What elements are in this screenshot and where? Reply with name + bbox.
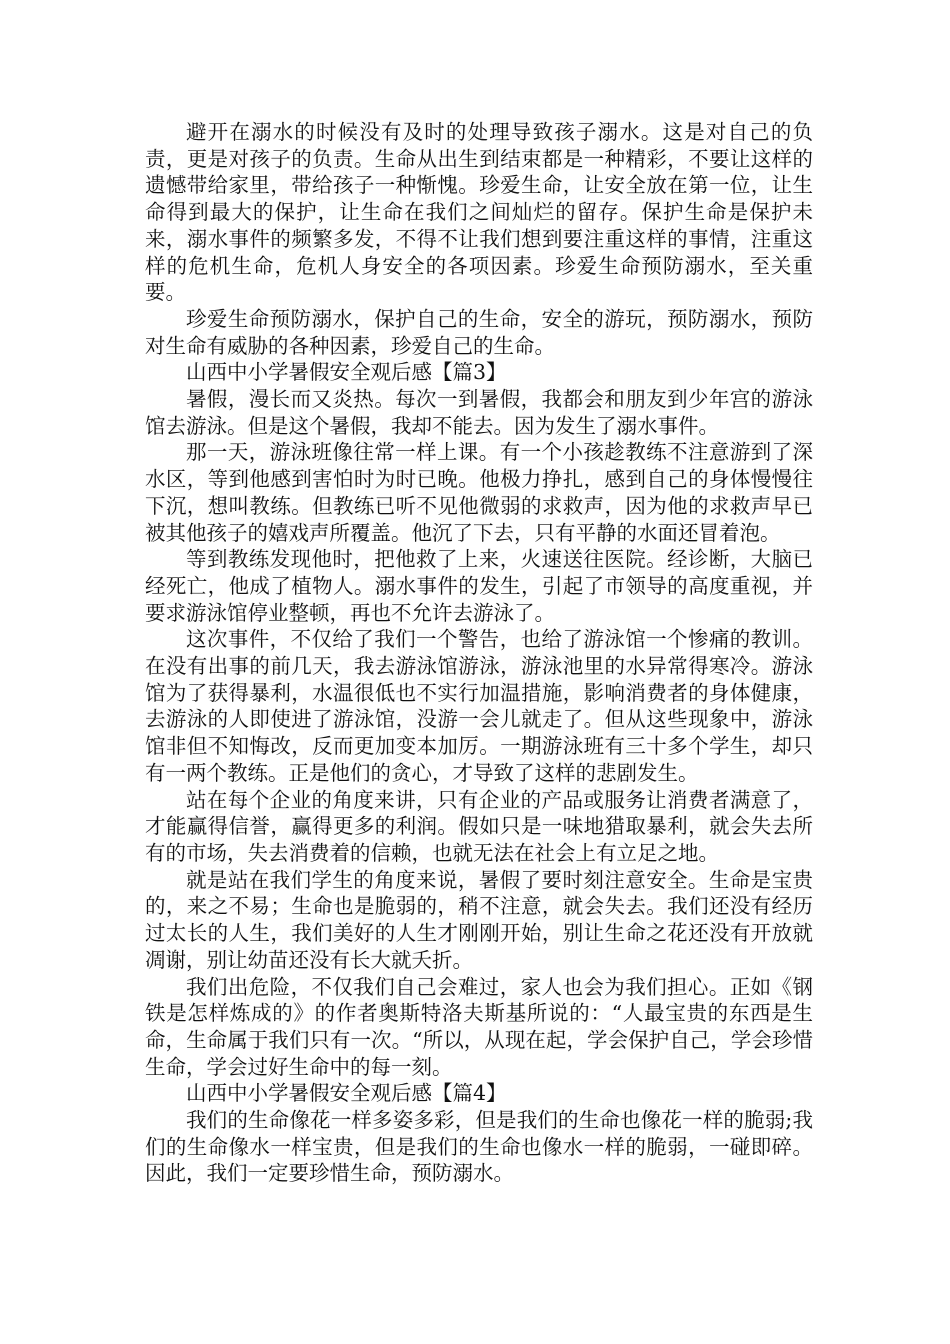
paragraph: 避开在溺水的时候没有及时的处理导致孩子溺水。这是对自己的负责，更是对孩子的负责。生命从出生到结束都是一种精彩，不要让这样的遗憾带给家里，带给孩子一种惭愧。珍爱生命，让安全放在第一位，让生命得到最大的保护，让生命在我们之间灿烂的留存。保护生命是保护未来，溺水事件的频繁多发，不得不让我们想到要注重这样的事情，注重这样的危机生命，危机人身安全的各项因素。珍爱生命预防溺水，至关重要。 [145,120,813,305]
document-body [145,119,813,1187]
paragraph: 等到教练发现他时，把他救了上来，火速送往医院。经诊断，大脑已经死亡，他成了植物人。溺水事件的发生，引起了市领导的高度重视，并要求游泳馆停业整顿，再也不允许去游泳了。 [145,547,813,625]
section-heading: 山西中小学暑假安全观后感【篇3】 [186,360,507,385]
paragraph: 站在每个企业的角度来讲，只有企业的产品或服务让消费者满意了，才能赢得信誉，赢得更多的利润。假如只是一味地猎取暴利，就会失去所有的市场，失去消费着的信赖，也就无法在社会上有立足之地。 [145,787,813,865]
section-heading: 山西中小学暑假安全观后感【篇4】 [186,1081,507,1106]
paragraph: 暑假，漫长而又炎热。每次一到暑假，我都会和朋友到少年宫的游泳馆去游泳。但是这个暑假，我却不能去。因为发生了溺水事件。 [145,387,813,438]
paragraph: 我们的生命像花一样多姿多彩，但是我们的生命也像花一样的脆弱;我们的生命像水一样宝贵，但是我们的生命也像水一样的脆弱，一碰即碎。因此，我们一定要珍惜生命，预防溺水。 [145,1108,813,1186]
paragraph: 那一天，游泳班像往常一样上课。有一个小孩趁教练不注意游到了深水区，等到他感到害怕时为时已晚。他极力挣扎，感到自己的身体慢慢往下沉，想叫教练。但教练已听不见他微弱的求救声，因为他的求救声早已被其他孩子的嬉戏声所覆盖。他沉了下去，只有平静的水面还冒着泡。 [145,440,813,545]
paragraph: 珍爱生命预防溺水，保护自己的生命，安全的游玩，预防溺水，预防对生命有威胁的各种因素，珍爱自己的生命。 [145,306,813,358]
paragraph: 这次事件，不仅给了我们一个警告，也给了游泳馆一个惨痛的教训。在没有出事的前几天，我去游泳馆游泳，游泳池里的水异常得寒冷。游泳馆为了获得暴利，水温很低也不实行加温措施，影响消费者的身体健康，去游泳的人即使进了游泳馆，没游一会儿就走了。但从这些现象中，游泳馆非但不知悔改，反而更加变本加厉。一期游泳班有三十多个学生，却只有一两个教练。正是他们的贪心，才导致了这样的悲剧发生。 [145,627,813,785]
paragraph: 就是站在我们学生的角度来说，暑假了要时刻注意安全。生命是宝贵的，来之不易；生命也是脆弱的，稍不注意，就会失去。我们还没有经历过太长的人生，我们美好的人生才刚刚开始，别让生命之花还没有开放就凋谢，别让幼苗还没有长大就夭折。 [145,867,813,972]
paragraph: 我们出危险，不仅我们自己会难过，家人也会为我们担心。正如《钢铁是怎样炼成的》的作者奥斯特洛夫斯基所说的：“人最宝贵的东西是生命，生命属于我们只有一次。“所以，从现在起，学会保护自己，学会珍惜生命，学会过好生命中的每一刻。 [145,974,813,1079]
